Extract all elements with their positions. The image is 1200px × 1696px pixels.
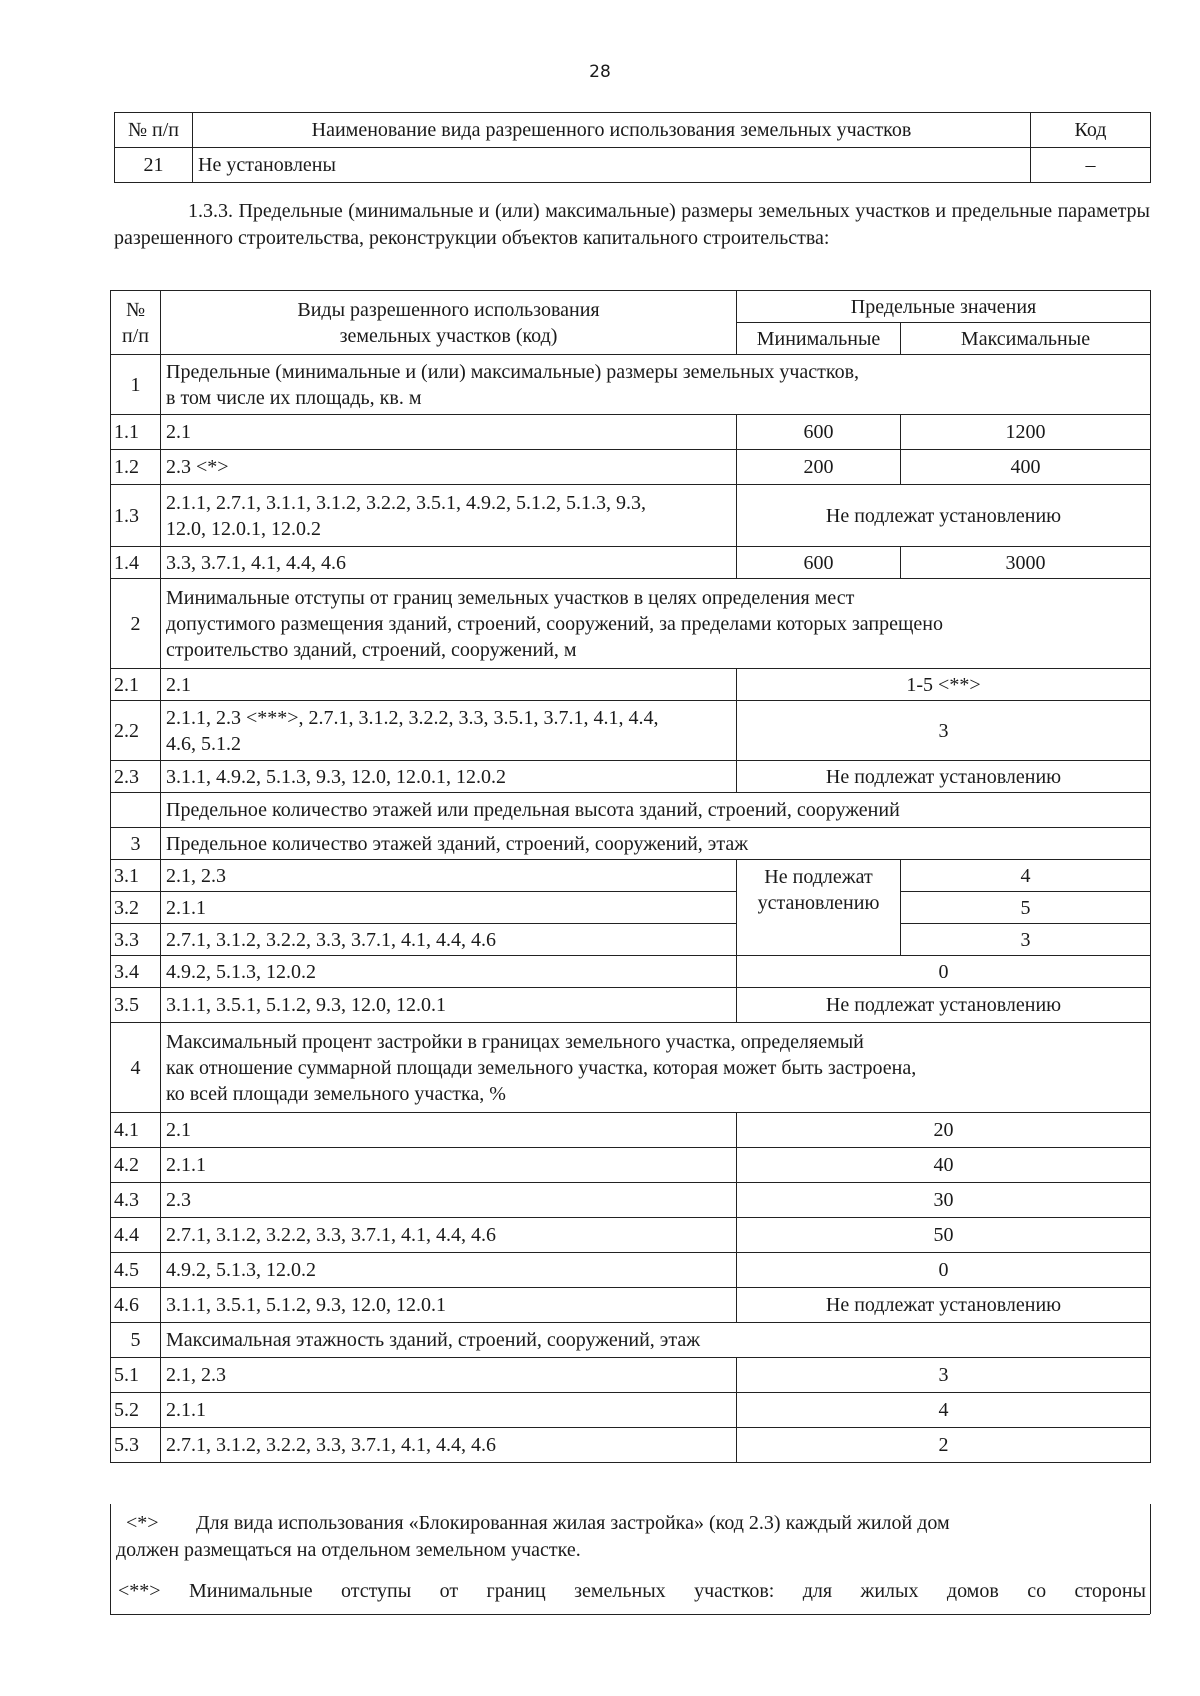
- row-codes: 4.9.2, 5.1.3, 12.0.2: [161, 956, 737, 988]
- row-codes: 2.7.1, 3.1.2, 3.2.2, 3.3, 3.7.1, 4.1, 4.4, 4.6: [161, 1218, 737, 1253]
- header-kind: [161, 291, 737, 355]
- row-value: 20: [737, 1113, 1151, 1148]
- row-number: 1.2: [111, 450, 161, 485]
- section-row: [111, 793, 1151, 828]
- row-codes: 3.1.1, 3.5.1, 5.1.2, 9.3, 12.0, 12.0.1: [161, 1288, 737, 1323]
- header-max: Максимальные: [901, 323, 1151, 355]
- table-row: [111, 892, 1151, 924]
- row-codes: 2.1.1: [161, 1393, 737, 1428]
- table-row: [111, 415, 1151, 450]
- footnote-text: Минимальные отступы от границ земельных участков: для жилых домов со стороны: [188, 1580, 1146, 1602]
- footnote-text: должен размещаться на отдельном земельном участке.: [116, 1539, 581, 1561]
- row-codes: 2.1.1: [161, 1148, 737, 1183]
- footnote-1: [112, 1510, 1146, 1564]
- table-row: [111, 860, 1151, 892]
- footnote-mark: <*>: [126, 1512, 159, 1534]
- footnote-2: [112, 1578, 1146, 1605]
- row-number: 4.6: [111, 1288, 161, 1323]
- table-row: [111, 1393, 1151, 1428]
- row-value: 50: [737, 1218, 1151, 1253]
- section-title-line: в том числе их площадь, кв. м: [166, 386, 422, 409]
- row-min-line: установлению: [757, 892, 880, 914]
- header-cell: Наименование вида разрешенного использования земельных участков: [193, 113, 1031, 148]
- row-number: 1.1: [111, 415, 161, 450]
- row-number: 3.3: [111, 924, 161, 956]
- section-title-line: ко всей площади земельного участка, %: [166, 1082, 506, 1105]
- header-kind-line: земельных участков (код): [339, 324, 558, 347]
- row-value: Не подлежат установлению: [737, 485, 1151, 547]
- footnote-frame-bottom: [110, 1614, 1150, 1615]
- row-codes: 4.9.2, 5.1.3, 12.0.2: [161, 1253, 737, 1288]
- row-codes: 2.7.1, 3.1.2, 3.2.2, 3.3, 3.7.1, 4.1, 4.4, 4.6: [161, 1428, 737, 1463]
- row-value: 0: [737, 1253, 1151, 1288]
- row-max: 5: [901, 892, 1151, 924]
- page-number: 28: [589, 62, 611, 82]
- section-title: Предельное количество этажей или предельная высота зданий, строений, сооружений: [161, 793, 1151, 828]
- row-number: 5.2: [111, 1393, 161, 1428]
- table-row: [111, 1288, 1151, 1323]
- row-codes: 2.1.1: [161, 892, 737, 924]
- section-row: [111, 579, 1151, 669]
- table-row: [111, 1218, 1151, 1253]
- header-row: [111, 291, 1151, 323]
- section-row: [111, 1023, 1151, 1113]
- table-row: [111, 956, 1151, 988]
- row-codes-line: 12.0, 12.0.1, 12.0.2: [166, 517, 321, 540]
- row-value: Не подлежат установлению: [737, 761, 1151, 793]
- row-value: 1-5 <**>: [737, 669, 1151, 701]
- row-codes: 2.1, 2.3: [161, 860, 737, 892]
- header-cell: Код: [1031, 113, 1151, 148]
- row-codes-line: 4.6, 5.1.2: [166, 732, 241, 755]
- section-row: [111, 355, 1151, 415]
- row-number: 2.2: [111, 701, 161, 761]
- limits-table: [110, 290, 1151, 1463]
- row-codes: 2.7.1, 3.1.2, 3.2.2, 3.3, 3.7.1, 4.1, 4.4, 4.6: [161, 924, 737, 956]
- row-codes: 2.1: [161, 415, 737, 450]
- section-row: [111, 828, 1151, 860]
- table-header-row: [115, 113, 1151, 148]
- row-max: 400: [901, 450, 1151, 485]
- row-name: Не установлены: [193, 148, 1031, 183]
- section-title-line: Минимальные отступы от границ земельных участков в целях определения мест: [166, 586, 855, 609]
- row-value: Не подлежат установлению: [737, 988, 1151, 1023]
- section-title-line: допустимого размещения зданий, строений, сооружений, за пределами которых запрещено: [166, 612, 943, 635]
- section-title: [161, 579, 1151, 669]
- header-num: [111, 291, 161, 355]
- section-number: 1: [111, 355, 161, 415]
- section-number: 3: [111, 828, 161, 860]
- table-row: [111, 547, 1151, 579]
- header-limits: Предельные значения: [737, 291, 1151, 323]
- row-value: 4: [737, 1393, 1151, 1428]
- table-row: [111, 450, 1151, 485]
- row-codes: [161, 485, 737, 547]
- footnote-frame-right: [1150, 1504, 1151, 1614]
- row-codes: 2.3 <*>: [161, 450, 737, 485]
- row-number: 21: [115, 148, 193, 183]
- row-value: 3: [737, 701, 1151, 761]
- row-codes-line: 2.1.1, 2.3 <***>, 2.7.1, 3.1.2, 3.2.2, 3.3, 3.5.1, 3.7.1, 4.1, 4.4,: [166, 706, 659, 729]
- section-title-line: строительство зданий, строений, сооружений, м: [166, 638, 577, 661]
- row-value: Не подлежат установлению: [737, 1288, 1151, 1323]
- row-number: 5.3: [111, 1428, 161, 1463]
- section-title: [161, 1023, 1151, 1113]
- table-row: [111, 1253, 1151, 1288]
- section-title-line: как отношение суммарной площади земельного участка, которая может быть застроена,: [166, 1056, 917, 1079]
- section-title-line: Предельные (минимальные и (или) максимальные) размеры земельных участков,: [166, 360, 860, 383]
- header-kind-line: Виды разрешенного использования: [297, 298, 600, 321]
- row-max: 1200: [901, 415, 1151, 450]
- row-codes: 3.1.1, 4.9.2, 5.1.3, 9.3, 12.0, 12.0.1, 12.0.2: [161, 761, 737, 793]
- row-number: 3.1: [111, 860, 161, 892]
- footnote-text: Для вида использования «Блокированная жилая застройка» (код 2.3) каждый жилой дом: [196, 1512, 950, 1534]
- section-title-line: Максимальный процент застройки в границах земельного участка, определяемый: [166, 1030, 864, 1053]
- footnote-mark: <**>: [118, 1580, 161, 1602]
- section-number: 4: [111, 1023, 161, 1113]
- row-min-merged: [737, 860, 901, 956]
- row-min-line: Не подлежат: [764, 866, 873, 888]
- row-value: 2: [737, 1428, 1151, 1463]
- table-row: [111, 1428, 1151, 1463]
- row-number: 2.1: [111, 669, 161, 701]
- row-codes: 3.3, 3.7.1, 4.1, 4.4, 4.6: [161, 547, 737, 579]
- row-value: 0: [737, 956, 1151, 988]
- row-max: 3: [901, 924, 1151, 956]
- row-min: 200: [737, 450, 901, 485]
- section-number-empty: [111, 793, 161, 828]
- table-row: [111, 924, 1151, 956]
- row-codes: 2.1: [161, 669, 737, 701]
- row-codes: 2.1: [161, 1113, 737, 1148]
- row-min: 600: [737, 415, 901, 450]
- table-row: [111, 701, 1151, 761]
- row-number: 1.3: [111, 485, 161, 547]
- header-cell: № п/п: [115, 113, 193, 148]
- section-number: 5: [111, 1323, 161, 1358]
- table-row: [111, 1148, 1151, 1183]
- section-title: Предельное количество этажей зданий, строений, сооружений, этаж: [161, 828, 1151, 860]
- table-row: [111, 988, 1151, 1023]
- row-number: 4.2: [111, 1148, 161, 1183]
- row-number: 4.5: [111, 1253, 161, 1288]
- row-value: 40: [737, 1148, 1151, 1183]
- table-row: [111, 485, 1151, 547]
- row-number: 4.3: [111, 1183, 161, 1218]
- row-number: 3.5: [111, 988, 161, 1023]
- row-codes: [161, 701, 737, 761]
- section-paragraph: 1.3.3. Предельные (минимальные и (или) максимальные) размеры земельных участков и предельные параметры разрешенного строительства, реконструкции объектов капитального строительства:: [114, 200, 1150, 249]
- row-number: 5.1: [111, 1358, 161, 1393]
- table-row: [111, 1358, 1151, 1393]
- table-row: [111, 1183, 1151, 1218]
- header-num-line: №: [125, 298, 146, 321]
- row-codes: 2.1, 2.3: [161, 1358, 737, 1393]
- row-number: 4.1: [111, 1113, 161, 1148]
- row-codes: 2.3: [161, 1183, 737, 1218]
- row-max: 3000: [901, 547, 1151, 579]
- section-row: [111, 1323, 1151, 1358]
- table-row: [111, 1113, 1151, 1148]
- table-row: [111, 761, 1151, 793]
- row-max: 4: [901, 860, 1151, 892]
- row-number: 2.3: [111, 761, 161, 793]
- header-min: Минимальные: [737, 323, 901, 355]
- row-number: 1.4: [111, 547, 161, 579]
- row-value: 30: [737, 1183, 1151, 1218]
- row-number: 3.2: [111, 892, 161, 924]
- table-row: [111, 669, 1151, 701]
- section-title: Максимальная этажность зданий, строений, сооружений, этаж: [161, 1323, 1151, 1358]
- footnote-frame-left: [110, 1504, 111, 1614]
- section-number: 2: [111, 579, 161, 669]
- header-num-line: п/п: [122, 324, 149, 347]
- row-value: 3: [737, 1358, 1151, 1393]
- land-use-table: [114, 112, 1151, 183]
- section-title: [161, 355, 1151, 415]
- row-code: –: [1031, 148, 1151, 183]
- row-codes-line: 2.1.1, 2.7.1, 3.1.1, 3.1.2, 3.2.2, 3.5.1, 4.9.2, 5.1.2, 5.1.3, 9.3,: [166, 491, 646, 514]
- table-row: [115, 148, 1151, 183]
- row-codes: 3.1.1, 3.5.1, 5.1.2, 9.3, 12.0, 12.0.1: [161, 988, 737, 1023]
- row-min: 600: [737, 547, 901, 579]
- row-number: 3.4: [111, 956, 161, 988]
- row-number: 4.4: [111, 1218, 161, 1253]
